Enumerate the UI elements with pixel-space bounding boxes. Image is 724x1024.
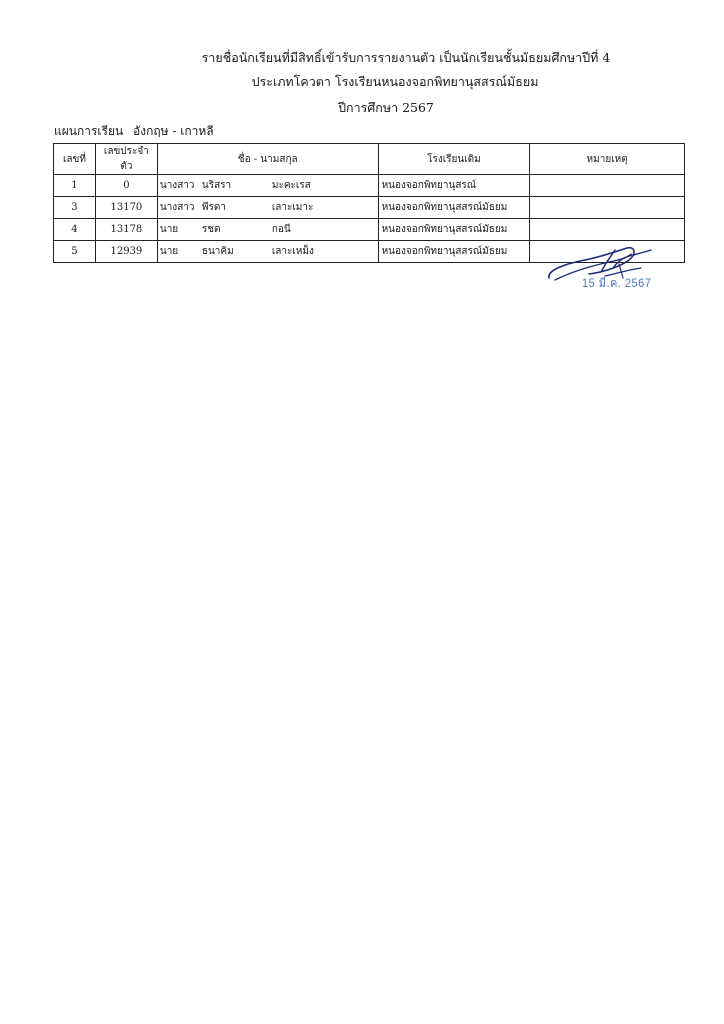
title-line-1: รายชื่อนักเรียนที่มีสิทธิ์เข้ารับการรายงานตัว เป็นนักเรียนชั้นมัธยมศึกษาปีที่ 4 [201, 50, 611, 65]
first-name: นริสรา [201, 180, 232, 191]
last-name: มะคะเรส [271, 180, 311, 191]
cell-school: หนองจอกพิทยานุสสรณ์มัธยม [378, 241, 530, 263]
col-header-note: หมายเหตุ [530, 144, 685, 175]
cell-school: หนองจอกพิทยานุสรณ์ [378, 175, 530, 197]
last-name: เลาะเมาะ [271, 202, 314, 213]
cell-school: หนองจอกพิทยานุสสรณ์มัธยม [378, 197, 530, 219]
first-name: รชต [201, 224, 221, 235]
academic-year: ปีการศึกษา 2567 [338, 100, 434, 115]
cell-school: หนองจอกพิทยานุสสรณ์มัธยม [378, 219, 530, 241]
table-header-row [54, 144, 685, 175]
cell-no: 3 [54, 197, 96, 219]
last-name: กอนี [271, 224, 291, 235]
name-prefix: นาย [159, 246, 179, 257]
first-name: ธนาคิม [201, 246, 234, 257]
cell-name [157, 241, 378, 263]
col-header-name: ชื่อ - นามสกุล [157, 144, 378, 175]
name-prefix: นางสาว [159, 180, 195, 191]
cell-id: 13170 [95, 197, 157, 219]
cell-name [157, 219, 378, 241]
cell-no: 1 [54, 175, 96, 197]
cell-id: 12939 [95, 241, 157, 263]
cell-note [530, 175, 685, 197]
table-row [54, 175, 685, 197]
cell-id: 0 [95, 175, 157, 197]
document-header [0, 48, 724, 118]
col-header-id: เลขประจำตัว [95, 144, 157, 175]
study-plan [54, 122, 214, 141]
cell-no: 5 [54, 241, 96, 263]
study-plan-label: แผนการเรียน [54, 124, 124, 138]
last-name: เลาะเหม็ง [271, 246, 314, 257]
name-prefix: นางสาว [159, 202, 195, 213]
study-plan-value: อังกฤษ - เกาหลี [133, 124, 214, 138]
title-line-2: ประเภทโควตา โรงเรียนหนองจอกพิทยานุสสรณ์มัธยม [251, 74, 539, 89]
col-header-no: เลขที่ [54, 144, 96, 175]
cell-name [157, 197, 378, 219]
signature-date: 15 มี.ค. 2567 [582, 276, 652, 290]
cell-id: 13178 [95, 219, 157, 241]
table-row [54, 197, 685, 219]
cell-note [530, 197, 685, 219]
col-header-school: โรงเรียนเดิม [378, 144, 530, 175]
cell-no: 4 [54, 219, 96, 241]
cell-name [157, 175, 378, 197]
name-prefix: นาย [159, 224, 179, 235]
first-name: พีรดา [201, 202, 226, 213]
